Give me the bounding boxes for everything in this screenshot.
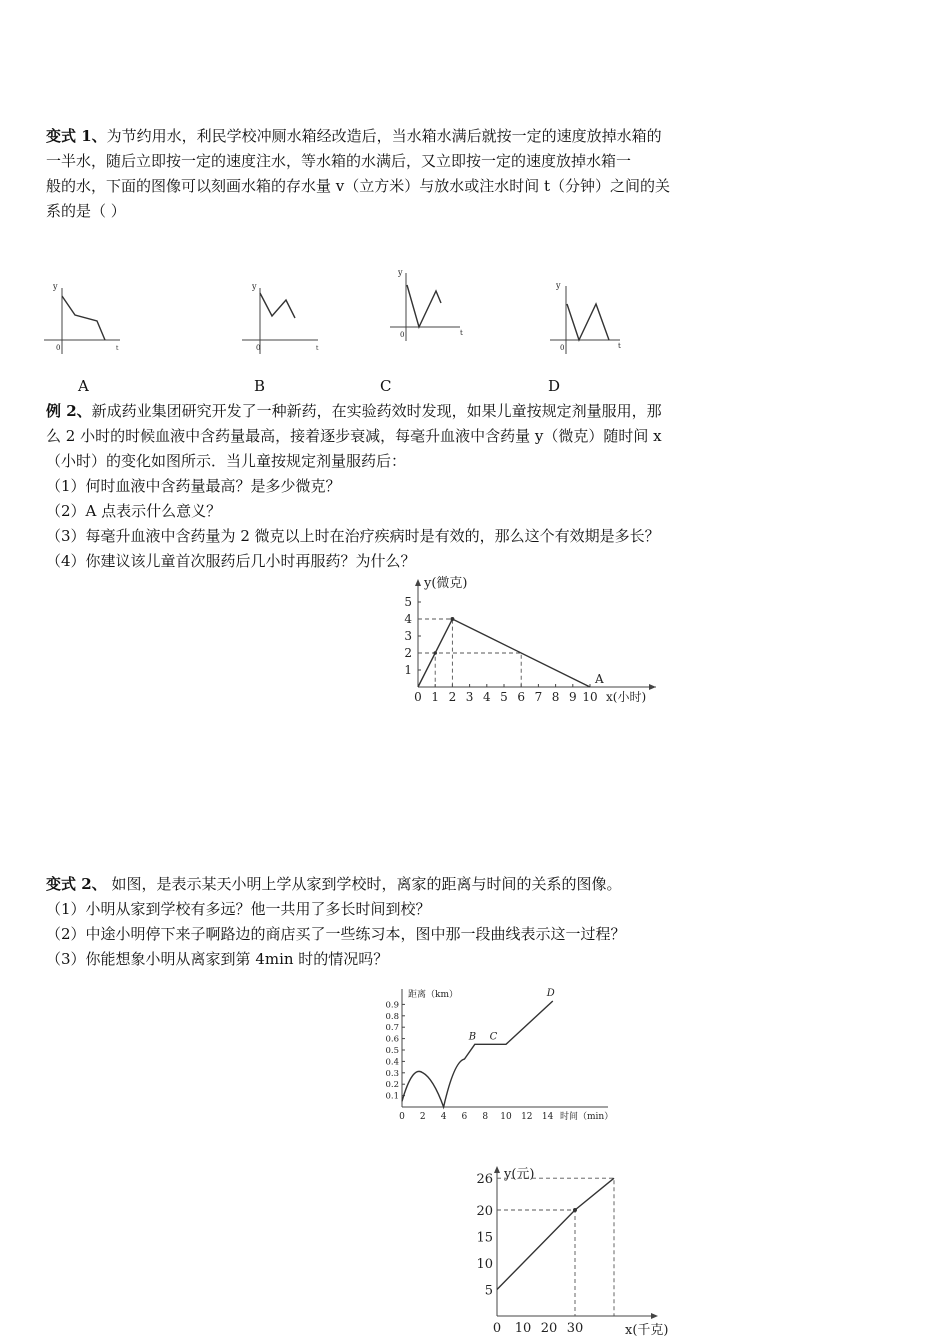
y-tick-label: 0.8 (385, 1011, 399, 1022)
option-b-label: B (254, 377, 266, 395)
svg-text:t: t (316, 345, 319, 352)
x-axis-label: x(千克) (625, 1323, 669, 1338)
x-tick-label: 2 (419, 1112, 426, 1122)
x-tick-label: 3 (465, 690, 474, 704)
x-tick-label: 10 (500, 1112, 512, 1122)
variant1-line-3: 般的水，下面的图像可以刻画水箱的存水量 v（立方米）与放水或注水时间 t（分钟）之间的关 (46, 177, 671, 195)
distance-chart (382, 985, 612, 1120)
y-tick-label: 0.1 (385, 1091, 399, 1102)
x-tick-label: 0 (399, 1112, 405, 1122)
x-tick-label: 7 (534, 690, 543, 704)
y-tick-label: 0.9 (385, 1000, 399, 1011)
y-tick-label: 0.5 (385, 1046, 399, 1056)
option-c-label: C (380, 377, 392, 395)
y-tick-label: 4 (404, 612, 412, 626)
guide-line (497, 1178, 614, 1316)
y-tick-label: 26 (476, 1172, 493, 1188)
svg-text:t: t (116, 345, 119, 352)
x-axis-arrow (651, 1313, 658, 1319)
example2-label: 例 2、 (46, 402, 92, 420)
option-d-graph (546, 278, 631, 358)
option-c-graph (386, 265, 471, 345)
example2-line-2: 么 2 小时的时候血液中含药量最高，接着逐步衰减，每毫升血液中含药量 y（微克）随时间 x (46, 427, 662, 445)
peak-point (450, 617, 454, 621)
x-axis-label: x(小时) (606, 690, 647, 704)
example2-line-1: 例 2、新成药业集团研究开发了一种新药，在实验药效时发现，如果儿童按规定剂量服用，那 (46, 402, 662, 420)
variant2-question-2: （2）中途小明停下来子啊路边的商店买了一些练习本，图中那一段曲线表示这一过程？ (46, 925, 626, 943)
variant2-question-3: （3）你能想象小明从离家到第 4min 时的情况吗？ (46, 950, 389, 968)
x-tick-label: 30 (566, 1321, 584, 1336)
example2-line-3: （小时）的变化如图所示．当儿童按规定剂量服药后： (46, 452, 407, 470)
svg-text:0: 0 (400, 331, 405, 339)
y-tick-label: 0.3 (385, 1068, 399, 1079)
y-axis-label: y(微克) (424, 576, 468, 591)
svg-text:0: 0 (56, 344, 61, 352)
x-tick-label: 8 (551, 690, 560, 704)
y-tick-label: 1 (404, 663, 412, 677)
point-label-b: B (468, 1031, 477, 1043)
variant2-question-1: （1）小明从家到学校有多远？他一共用了多长时间到校？ (46, 900, 431, 918)
variant2-label: 变式 2、 (46, 875, 107, 893)
y-tick-label: 10 (476, 1257, 493, 1272)
y-tick-label: 0.4 (385, 1057, 399, 1068)
data-point (433, 651, 437, 655)
svg-text:0: 0 (560, 344, 565, 352)
option-d-label: D (548, 377, 561, 395)
example2-question-1: （1）何时血液中含药量最高？是多少微克？ (46, 477, 341, 495)
example2-question-3: （3）每毫升血液中含药量为 2 微克以上时在治疗疾病时是有效的，那么这个有效期是多长？ (46, 527, 660, 545)
variant1-line-1: 变式 1、为节约用水，利民学校冲厕水箱经改造后，当水箱水满后就按一定的速度放掉水箱的 (46, 127, 662, 145)
svg-text:t: t (618, 342, 621, 350)
option-a-label: A (78, 377, 89, 395)
x-tick-label: 4 (482, 690, 491, 704)
x-axis-label: 时间（min） (560, 1112, 614, 1122)
y-tick-label: 3 (404, 629, 412, 643)
price-chart (470, 1164, 690, 1344)
y-tick-label: 20 (476, 1204, 493, 1219)
variant1-line-2: 一半水，随后立即按一定的速度注水，等水箱的水满后，又立即按一定的速度放掉水箱一 (46, 152, 632, 170)
option-a-graph (42, 278, 122, 358)
y-tick-label: 0.6 (385, 1034, 399, 1045)
x-tick-label: 9 (568, 690, 577, 704)
example2-question-2: （2）A 点表示什么意义？ (46, 502, 222, 520)
guide-line (497, 1210, 575, 1316)
y-axis-label: 距离（km） (408, 990, 458, 1000)
svg-text:y: y (53, 282, 58, 291)
x-tick-label: 6 (517, 690, 526, 704)
x-tick-label: 2 (448, 690, 457, 704)
x-tick-label: 10 (582, 690, 598, 704)
y-tick-label: 0.2 (385, 1080, 399, 1091)
point-label-d: D (546, 987, 555, 999)
svg-text:0: 0 (256, 344, 261, 352)
guide-line (418, 653, 521, 687)
x-tick-label: 1 (431, 690, 440, 704)
x-axis-arrow (649, 684, 656, 690)
x-tick-label: 0 (492, 1321, 502, 1336)
series-line (402, 1001, 553, 1107)
svg-text:t: t (460, 329, 463, 337)
y-tick-label: 15 (476, 1230, 493, 1246)
data-point (573, 1208, 577, 1212)
svg-text:y: y (556, 281, 561, 290)
x-tick-label: 4 (440, 1112, 447, 1122)
y-tick-label: 0.7 (385, 1023, 399, 1034)
x-tick-label: 20 (540, 1321, 558, 1336)
y-axis-label: y(元) (504, 1167, 535, 1182)
svg-text:y: y (398, 268, 403, 277)
y-tick-label: 5 (484, 1283, 493, 1299)
x-tick-label: 0 (414, 690, 422, 704)
x-tick-label: 12 (521, 1112, 533, 1122)
variant1-line-4: 系的是（ ） (46, 202, 126, 220)
y-axis-arrow (415, 579, 421, 586)
point-label-a: A (595, 672, 604, 686)
y-tick-label: 5 (404, 595, 412, 609)
x-tick-label: 5 (500, 690, 508, 704)
option-b-graph (240, 278, 320, 358)
svg-text:y: y (252, 282, 257, 291)
example2-question-4: （4）你建议该儿童首次服药后几小时再服药？为什么？ (46, 552, 416, 570)
x-tick-label: 6 (461, 1112, 468, 1122)
x-tick-label: 14 (541, 1112, 554, 1122)
y-axis-arrow (494, 1166, 500, 1173)
variant2-line-1: 变式 2、 如图，是表示某天小明上学从家到学校时，离家的距离与时间的关系的图像。 (46, 875, 622, 893)
x-tick-label: 8 (482, 1112, 489, 1122)
medicine-chart (398, 575, 668, 710)
y-tick-label: 2 (404, 646, 412, 660)
point-label-c: C (489, 1031, 498, 1043)
series-line (497, 1178, 614, 1289)
variant1-label: 变式 1、 (46, 127, 107, 145)
x-tick-label: 10 (514, 1321, 532, 1336)
